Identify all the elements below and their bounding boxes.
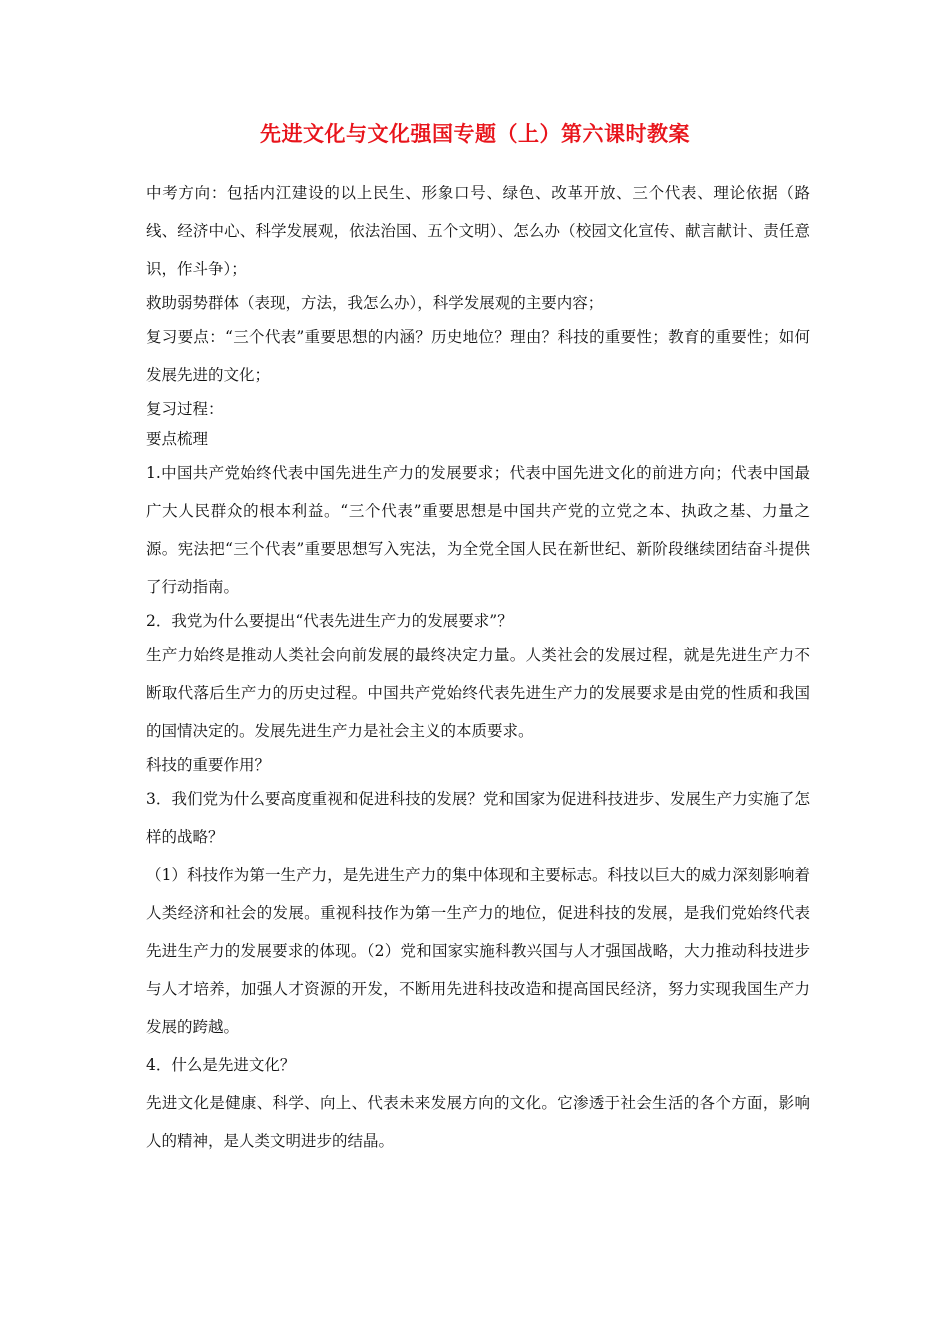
paragraph-key-points: 要点梳理 <box>146 430 209 448</box>
document-title: 先进文化与文化强国专题（上）第六课时教案 <box>260 121 690 146</box>
paragraph-exam-direction: 中考方向：包括内江建设的以上民生、形象口号、绿色、改革开放、三个代表、理论依据（路线、经济中心、科学发展观，依法治国、五个文明）、怎么办（校园文化宣传、献言献计、责任意识，作斗争）； <box>146 184 810 278</box>
paragraph-point-1: 1.中国共产党始终代表中国先进生产力的发展要求；代表中国先进文化的前进方向；代表中国最广大人民群众的根本利益。“三个代表”重要思想是中国共产党的立党之本、执政之基、力量之源。宪法把“三个代表”重要思想写入宪法，为全党全国人民在新世纪、新阶段继续团结奋斗提供了行动指南。 <box>146 464 810 596</box>
document-body <box>146 174 810 1160</box>
paragraph-answer-3: （1）科技作为第一生产力，是先进生产力的集中体现和主要标志。科技以巨大的威力深刻影响着人类经济和社会的发展。重视科技作为第一生产力的地位，促进科技的发展，是我们党始终代表先进生产力的发展要求的体现。（2）党和国家实施科教兴国与人才强国战略，大力推动科技进步与人才培养，加强人才资源的开发，不断用先进科技改造和提高国民经济，努力实现我国生产力发展的跨越。 <box>146 866 810 1036</box>
paragraph-question-3: 3．我们党为什么要高度重视和促进科技的发展？党和国家为促进科技进步、发展生产力实施了怎样的战略？ <box>146 790 810 846</box>
paragraph-review-process: 复习过程： <box>146 400 224 418</box>
paragraph-review-points: 复习要点：“三个代表”重要思想的内涵？历史地位？理由？科技的重要性；教育的重要性；如何发展先进的文化； <box>146 328 810 384</box>
paragraph-vulnerable-groups: 救助弱势群体（表现，方法，我怎么办），科学发展观的主要内容； <box>146 294 604 312</box>
paragraph-question-2: 2．我党为什么要提出“代表先进生产力的发展要求”？ <box>146 612 513 630</box>
paragraph-tech-role: 科技的重要作用？ <box>146 756 271 774</box>
paragraph-question-4: 4．什么是先进文化？ <box>146 1056 296 1074</box>
paragraph-answer-4: 先进文化是健康、科学、向上、代表未来发展方向的文化。它渗透于社会生活的各个方面，影响人的精神，是人类文明进步的结晶。 <box>146 1094 810 1150</box>
paragraph-answer-2: 生产力始终是推动人类社会向前发展的最终决定力量。人类社会的发展过程，就是先进生产力不断取代落后生产力的历史过程。中国共产党始终代表先进生产力的发展要求是由党的性质和我国的国情决定的。发展先进生产力是社会主义的本质要求。 <box>146 646 810 740</box>
